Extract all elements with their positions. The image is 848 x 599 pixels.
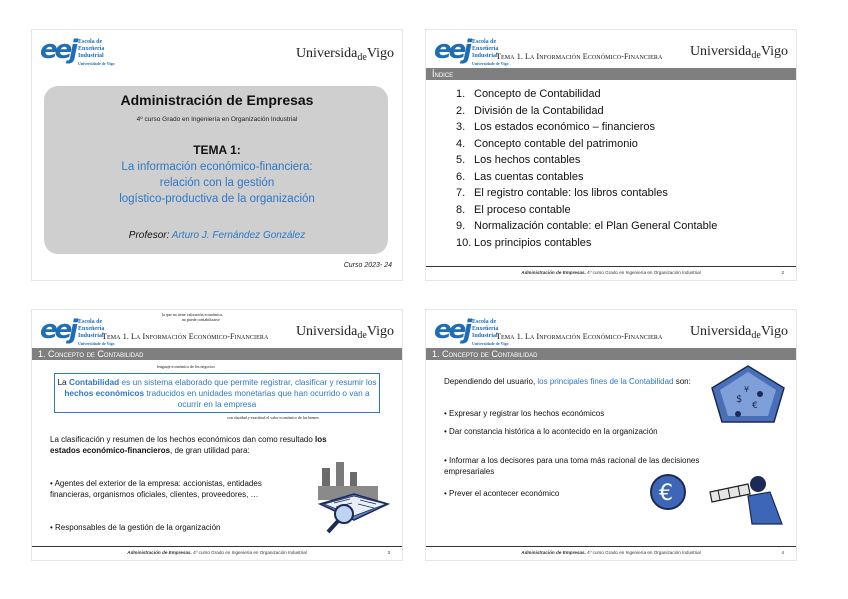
logo-letters: eej (434, 35, 470, 65)
section-bar: 1. Concepto de Contabilidad (426, 348, 796, 360)
handwritten-note: lenguaje económico de los negocios (157, 364, 215, 369)
slide-subtitle: 4º curso Grado en Ingeniería en Organización Industrial (136, 116, 298, 123)
eei-logo (40, 36, 150, 66)
slide-3-concepto[interactable] (32, 310, 402, 560)
index-item[interactable]: 1. Concepto de Contabilidad (456, 88, 601, 100)
accounting-book-clipart-icon (314, 458, 394, 538)
index-item[interactable]: 10. Los principios contables (456, 236, 592, 249)
definition-box: La Contabilidad es un sistema elaborado que permite registrar, clasificar y resumir los hechos económicos traducidos en unidades monetarias que han ocurrido o van a ocurrir en la empresa (54, 373, 380, 413)
uvigo-logo: Universida$_{de}$Vigo (689, 44, 788, 61)
section-bar: 1. Concepto de Contabilidad (32, 348, 402, 360)
euro-coin-icon (648, 472, 688, 512)
svg-text:¥: ¥ (744, 385, 750, 394)
page-number: 4 (781, 550, 784, 555)
logo-text: Escola de Enxeñería Industrial Universidade de Vigo (78, 39, 115, 66)
slide-footer: Administración de Empresas. 4º curso Grado en Ingeniería en Organización Industrial 4 (426, 546, 796, 560)
page-number: 3 (387, 550, 390, 555)
header-tema: Tema 1. La Información Económico-Financiera (102, 332, 269, 341)
slide-4-fines[interactable] (426, 310, 796, 560)
index-item[interactable]: 9. Normalización contable: el Plan General Contable (456, 220, 718, 232)
index-item[interactable]: 6. Las cuentas contables (456, 170, 584, 183)
handwritten-note: lo que no tiene valoración económica, (162, 312, 223, 317)
page-number: 2 (781, 270, 784, 275)
uvigo-logo: Universida$_{de}$Vigo (689, 324, 788, 341)
logo-text: Escola de Enxeñería Industrial Universidade de Vigo (78, 319, 115, 346)
body-text: La clasificación y resumen de los hechos económicos dan como resultado los estados económico-financieros, de gran utilidad para: (50, 435, 327, 455)
index-item[interactable]: 7. El registro contable: los libros contables (456, 187, 668, 199)
header-tema: Tema 1. La Información Económico-Financiera (496, 332, 663, 341)
course-year: Curso 2023- 24 (343, 262, 392, 269)
eei-logo (434, 316, 544, 346)
uvigo-logo: Universida$_{de}$Vigo (295, 46, 394, 63)
telescope-clipart-icon (708, 470, 786, 526)
index-item[interactable]: 3. Los estados económico – financieros (456, 121, 655, 133)
logo-text: Escola de Enxeñería Industrial Universidade de Vigo (472, 39, 509, 66)
slide-2-index[interactable] (426, 30, 796, 280)
bullet-item: • Informar a los decisores para una toma más racional de las decisiones empresariales (444, 456, 700, 476)
index-item[interactable]: 2. División de la Contabilidad (456, 104, 604, 117)
logo-letters: eej (40, 35, 76, 65)
svg-text:$: $ (736, 394, 743, 405)
logo-letters: eej (434, 315, 470, 345)
handwritten-note: con claridad y exactitud el valor económico de los bienes (227, 415, 319, 420)
svg-text:€: € (659, 481, 673, 506)
bullet-item: • Dar constancia histórica a lo acontecido en la organización (444, 427, 658, 436)
logo-letters: eej (40, 315, 76, 345)
header-tema: Tema 1. La Información Económico-Financiera (496, 52, 663, 61)
handwritten-note: no puede contabilizarse (182, 317, 220, 322)
eei-logo (40, 316, 150, 346)
professor: Profesor: Arturo J. Fernández González (128, 230, 306, 241)
money-house-clipart-icon (708, 362, 788, 428)
index-item[interactable]: 5. Los hechos contables (456, 154, 581, 166)
bullet-item: • Responsables de la gestión de la organización (50, 523, 221, 532)
index-list (456, 86, 717, 251)
bullet-item: • Prever el acontecer económico (444, 489, 560, 498)
svg-text:€: € (752, 401, 758, 411)
eei-logo (434, 36, 544, 66)
slide-footer: Administración de Empresas. 4º curso Grado en Ingeniería en Organización Industrial 2 (426, 266, 796, 280)
bullet-item: • Agentes del exterior de la empresa: accionistas, entidades financieras, organismos oficiales, clientes, proveedores, … (50, 479, 262, 499)
logo-text: Escola de Enxeñería Industrial Universidade de Vigo (472, 319, 509, 346)
section-bar: Índice (426, 68, 796, 80)
tema-topic: La información económico-financiera: relación con la gestión logístico-productiva de la organización (119, 161, 315, 205)
tema-label: TEMA 1: (193, 143, 241, 157)
intro-text: Dependiendo del usuario, los principales fines de la Contabilidad son: (444, 377, 691, 386)
index-item[interactable]: 4. Concepto contable del patrimonio (456, 137, 638, 150)
uvigo-logo: Universida$_{de}$Vigo (295, 324, 394, 341)
bullet-item: • Expresar y registrar los hechos económicos (444, 409, 605, 418)
index-item[interactable]: 8. El proceso contable (456, 203, 571, 216)
slide-footer: Administración de Empresas. 4º curso Grado en Ingeniería en Organización Industrial 3 (32, 546, 402, 560)
slide-title: Administración de Empresas (120, 92, 314, 108)
slide-1-title[interactable] (32, 30, 402, 280)
